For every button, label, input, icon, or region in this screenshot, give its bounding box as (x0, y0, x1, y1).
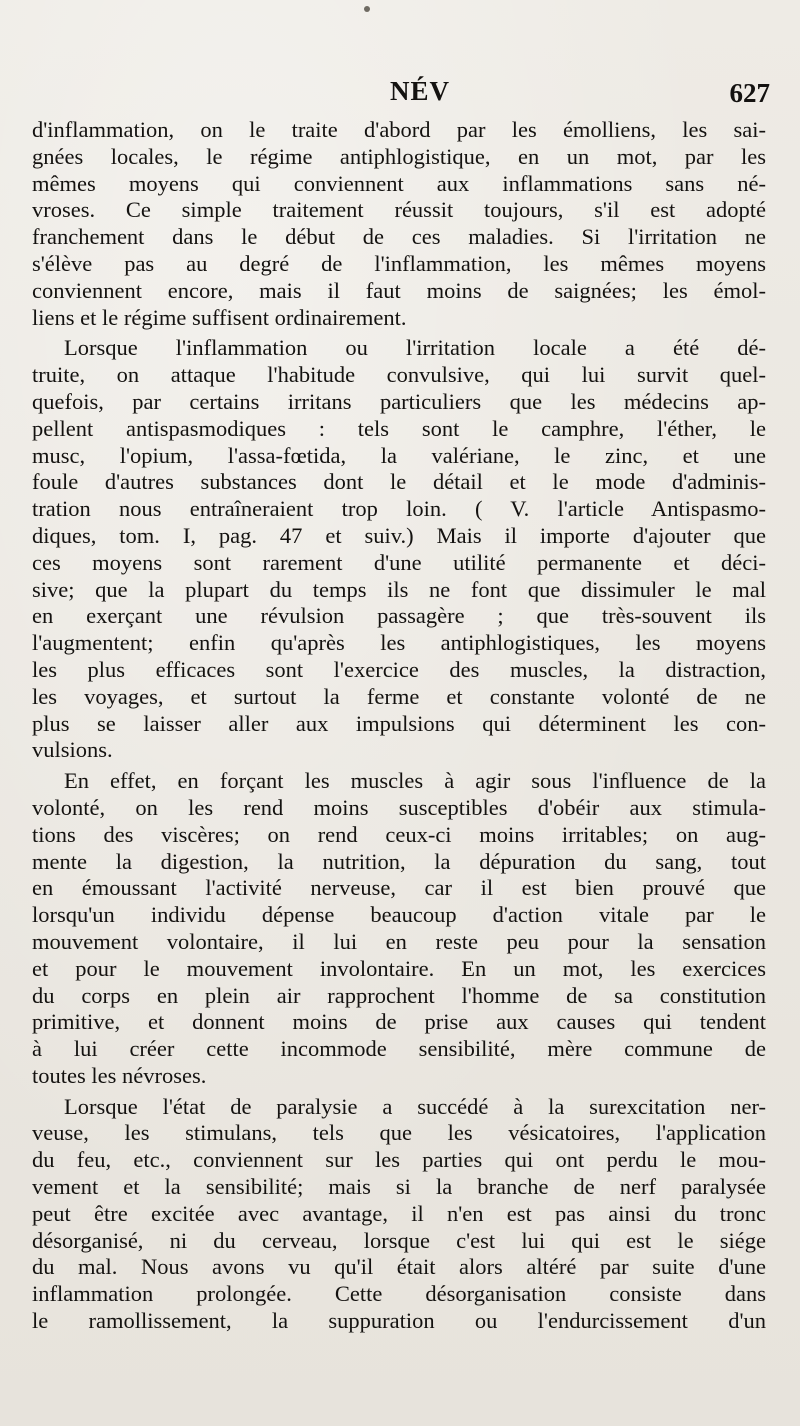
ink-speck (364, 6, 370, 12)
text-line: pellent antispasmodiques : tels sont le camphre, l'éther, le (32, 415, 766, 441)
text-line: le ramollissement, la suppuration ou l'endurcissement d'un (32, 1308, 766, 1334)
text-line: tions des viscères; on rend ceux-ci moins irritables; on aug- (32, 821, 766, 847)
text-line: tration nous entraîneraient trop loin. ( V. l'article Antispasmo- (32, 496, 766, 522)
text-line: truite, on attaque l'habitude convulsive, qui lui survit quel- (32, 362, 766, 388)
text-line: vement et la sensibilité; mais si la branche de nerf paralysée (32, 1174, 766, 1200)
text-line: ces moyens sont rarement d'une utilité permanente et déci- (32, 549, 766, 575)
body-text (32, 117, 766, 1335)
text-line: foule d'autres substances dont le détail et le mode d'adminis- (32, 469, 766, 495)
text-line: vulsions. (32, 737, 113, 763)
text-line: sive; que la plupart du temps ils ne font que dissimuler le mal (32, 576, 766, 602)
text-line: Lorsque l'état de paralysie a succédé à la surexcitation ner- (64, 1093, 766, 1119)
text-line: s'élève pas au degré de l'inflammation, les mêmes moyens (32, 250, 766, 276)
text-line: franchement dans le début de ces maladies. Si l'irritation ne (32, 224, 766, 250)
text-line: diques, tom. I, pag. 47 et suiv.) Mais il importe d'ajouter que (32, 522, 766, 548)
text-line: l'augmentent; enfin qu'après les antiphlogistiques, les moyens (32, 630, 766, 656)
text-line: en émoussant l'activité nerveuse, car il est bien prouvé que (32, 875, 766, 901)
text-line: mouvement volontaire, il lui en reste peu pour la sensation (32, 928, 766, 954)
text-line: à lui créer cette incommode sensibilité, mère commune de (32, 1036, 766, 1062)
text-line: volonté, on les rend moins susceptibles d'obéir aux stimula- (32, 794, 766, 820)
text-line: primitive, et donnent moins de prise aux causes qui tendent (32, 1009, 766, 1035)
text-line: conviennent encore, mais il faut moins de saignées; les émol- (32, 277, 766, 303)
text-line: du corps en plein air rapprochent l'homme de sa constitution (32, 982, 766, 1008)
text-line: Lorsque l'inflammation ou l'irritation locale a été dé- (64, 335, 766, 361)
text-line: toutes les névroses. (32, 1062, 207, 1088)
text-line: d'inflammation, on le traite d'abord par les émolliens, les sai- (32, 117, 766, 142)
text-line: et pour le mouvement involontaire. En un mot, les exercices (32, 955, 766, 981)
text-line: peut être excitée avec avantage, il n'en est pas ainsi du tronc (32, 1200, 766, 1226)
text-line: quefois, par certains irritans particuliers que les médecins ap- (32, 388, 766, 414)
page-header (70, 72, 770, 112)
text-line: mêmes moyens qui conviennent aux inflammations sans né- (32, 170, 766, 196)
text-line: mente la digestion, la nutrition, la dépuration du sang, tout (32, 848, 766, 874)
text-line: les voyages, et surtout la ferme et constante volonté de ne (32, 683, 766, 709)
running-head: NÉV (389, 76, 450, 106)
text-line: du feu, etc., conviennent sur les parties qui ont perdu le mou- (32, 1147, 766, 1173)
text-line: en exerçant une révulsion passagère ; que très-souvent ils (32, 603, 766, 629)
text-line: gnées locales, le régime antiphlogistique, en un mot, par les (32, 143, 766, 169)
text-line: lorsqu'un individu dépense beaucoup d'action vitale par le (32, 902, 766, 928)
text-line: inflammation prolongée. Cette désorganisation consiste dans (32, 1281, 766, 1307)
text-line: En effet, en forçant les muscles à agir sous l'influence de la (64, 768, 766, 794)
page-number: 627 (729, 78, 770, 108)
text-line: du mal. Nous avons vu qu'il était alors altéré par suite d'une (32, 1254, 766, 1280)
text-line: plus se laisser aller aux impulsions qui déterminent les con- (32, 710, 766, 736)
text-line: veuse, les stimulans, tels que les vésicatoires, l'application (32, 1120, 766, 1146)
text-line: désorganisé, ni du cerveau, lorsque c'est lui qui est le siége (32, 1227, 766, 1253)
text-line: musc, l'opium, l'assa-fœtida, la valériane, le zinc, et une (32, 442, 766, 468)
text-line: liens et le régime suffisent ordinairement. (32, 304, 407, 330)
text-line: vroses. Ce simple traitement réussit toujours, s'il est adopté (32, 197, 766, 223)
text-line: les plus efficaces sont l'exercice des muscles, la distraction, (32, 656, 766, 682)
